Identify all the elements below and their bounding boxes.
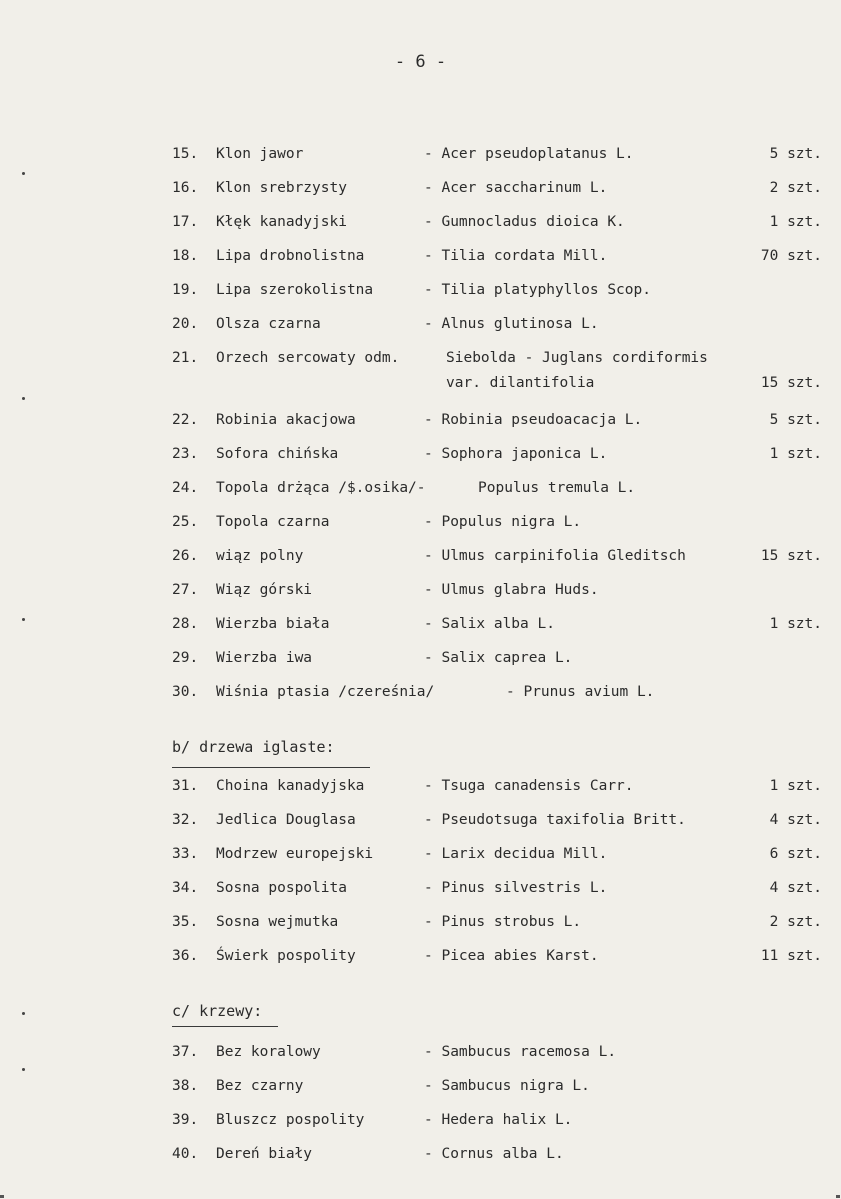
item-latin-name: - Ulmus carpinifolia Gleditsch: [424, 548, 686, 564]
item-number: 22.: [172, 412, 199, 428]
item-quantity: 15 szt.: [760, 548, 822, 564]
item-latin-name: - Alnus glutinosa L.: [424, 316, 599, 332]
item-quantity: 1 szt.: [769, 778, 822, 794]
section-underline: [172, 1026, 278, 1027]
item-quantity: 15 szt.: [760, 375, 822, 391]
item-polish-name: Olsza czarna: [216, 316, 321, 332]
item-number: 25.: [172, 514, 199, 530]
item-polish-name: Bez czarny: [216, 1078, 304, 1094]
item-latin-name: - Robinia pseudoacacja L.: [424, 412, 643, 428]
list-item: [172, 1112, 822, 1134]
item-polish-name: Dereń biały: [216, 1146, 313, 1162]
item-latin-name: - Gumnocladus dioica K.: [424, 214, 625, 230]
item-latin-name: - Populus nigra L.: [424, 514, 582, 530]
margin-mark: [22, 172, 25, 175]
item-latin-name: - Acer pseudoplatanus L.: [424, 146, 634, 162]
item-number: 19.: [172, 282, 199, 298]
item-polish-name: Jedlica Douglasa: [216, 812, 356, 828]
item-latin-name: - Tilia platyphyllos Scop.: [424, 282, 651, 298]
item-quantity: 11 szt.: [760, 948, 822, 964]
list-item: [172, 582, 822, 604]
item-polish-name: Topola czarna: [216, 514, 330, 530]
item-latin-name: - Salix alba L.: [424, 616, 555, 632]
item-quantity: 5 szt.: [769, 412, 822, 428]
item-latin-name: - Pinus silvestris L.: [424, 880, 608, 896]
item-quantity: 4 szt.: [769, 812, 822, 828]
item-number: 36.: [172, 948, 199, 964]
item-polish-name: Sosna pospolita: [216, 880, 347, 896]
item-polish-name: Klon srebrzysty: [216, 180, 347, 196]
item-latin-name: - Sambucus nigra L.: [424, 1078, 590, 1094]
list-item: [172, 846, 822, 868]
list-item: [172, 1044, 822, 1066]
item-number: 20.: [172, 316, 199, 332]
item-latin-name: - Tilia cordata Mill.: [424, 248, 608, 264]
list-item: [172, 948, 822, 970]
list-item: [172, 446, 822, 468]
item-latin-name: - Cornus alba L.: [424, 1146, 564, 1162]
item-latin-name: Populus tremula L.: [478, 480, 636, 496]
margin-mark: [22, 1068, 25, 1071]
item-number: 40.: [172, 1146, 199, 1162]
item-quantity: 70 szt.: [760, 248, 822, 264]
item-number: 32.: [172, 812, 199, 828]
item-latin-name: - Sophora japonica L.: [424, 446, 608, 462]
item-polish-name: Świerk pospolity: [216, 948, 356, 964]
item-polish-name: Orzech sercowaty odm.: [216, 350, 400, 366]
item-polish-name: Robinia akacjowa: [216, 412, 356, 428]
item-number: 31.: [172, 778, 199, 794]
item-latin-name: - Sambucus racemosa L.: [424, 1044, 617, 1060]
list-item: [172, 214, 822, 236]
list-item: [172, 650, 822, 672]
item-polish-name: Bluszcz pospolity: [216, 1112, 365, 1128]
item-polish-name: Sofora chińska: [216, 446, 339, 462]
item-latin-name: - Picea abies Karst.: [424, 948, 599, 964]
list-item: [172, 412, 822, 434]
item-latin-name: - Prunus avium L.: [506, 684, 655, 700]
item-number: 35.: [172, 914, 199, 930]
item-quantity: 2 szt.: [769, 914, 822, 930]
item-number: 26.: [172, 548, 199, 564]
item-latin-name: Siebolda - Juglans cordiformis: [446, 350, 708, 366]
item-number: 28.: [172, 616, 199, 632]
list-item: [172, 812, 822, 834]
item-number: 24.: [172, 480, 199, 496]
item-number: 34.: [172, 880, 199, 896]
list-item: [172, 616, 822, 638]
item-quantity: 1 szt.: [769, 616, 822, 632]
item-quantity: 5 szt.: [769, 146, 822, 162]
item-polish-name: wiąz polny: [216, 548, 304, 564]
item-number: 17.: [172, 214, 199, 230]
item-quantity: 1 szt.: [769, 214, 822, 230]
item-latin-name: - Acer saccharinum L.: [424, 180, 608, 196]
list-item: [172, 350, 822, 372]
list-item: [172, 180, 822, 202]
margin-mark: [22, 397, 25, 400]
item-number: 21.: [172, 350, 199, 366]
section-heading-shrubs: c/ krzewy:: [172, 1002, 263, 1020]
item-polish-name: Choina kanadyjska: [216, 778, 365, 794]
list-item: [172, 146, 822, 168]
item-number: 23.: [172, 446, 199, 462]
item-latin-variety: var. dilantifolia: [446, 375, 595, 391]
item-number: 16.: [172, 180, 199, 196]
item-polish-name: Topola drżąca /$.osika/-: [216, 480, 426, 496]
list-item: [172, 316, 822, 338]
item-number: 39.: [172, 1112, 199, 1128]
list-item: [172, 914, 822, 936]
item-polish-name: Modrzew europejski: [216, 846, 374, 862]
item-polish-name: Wierzba iwa: [216, 650, 313, 666]
item-latin-name: - Hedera halix L.: [424, 1112, 573, 1128]
item-number: 15.: [172, 146, 199, 162]
item-polish-name: Kłęk kanadyjski: [216, 214, 347, 230]
item-latin-name: - Salix caprea L.: [424, 650, 573, 666]
item-number: 27.: [172, 582, 199, 598]
item-number: 30.: [172, 684, 199, 700]
item-latin-name: - Pseudotsuga taxifolia Britt.: [424, 812, 686, 828]
item-polish-name: Lipa drobnolistna: [216, 248, 365, 264]
item-number: 29.: [172, 650, 199, 666]
list-item-continuation: [172, 375, 822, 397]
item-quantity: 1 szt.: [769, 446, 822, 462]
list-item: [172, 548, 822, 570]
margin-mark: [0, 1195, 4, 1198]
list-item: [172, 282, 822, 304]
item-polish-name: Sosna wejmutka: [216, 914, 339, 930]
item-quantity: 4 szt.: [769, 880, 822, 896]
section-heading-conifers: b/ drzewa iglaste:: [172, 738, 335, 756]
margin-mark: [22, 618, 25, 621]
item-number: 38.: [172, 1078, 199, 1094]
item-polish-name: Wierzba biała: [216, 616, 330, 632]
list-item: [172, 1146, 822, 1168]
section-underline: [172, 767, 370, 768]
list-item: [172, 684, 822, 706]
list-item: [172, 514, 822, 536]
item-polish-name: Bez koralowy: [216, 1044, 321, 1060]
item-quantity: 2 szt.: [769, 180, 822, 196]
list-item: [172, 880, 822, 902]
list-item: [172, 248, 822, 270]
item-latin-name: - Pinus strobus L.: [424, 914, 582, 930]
list-item: [172, 1078, 822, 1100]
list-item: [172, 480, 822, 502]
margin-mark: [836, 1195, 840, 1198]
item-number: 18.: [172, 248, 199, 264]
item-number: 37.: [172, 1044, 199, 1060]
item-polish-name: Wiąz górski: [216, 582, 313, 598]
list-item: [172, 778, 822, 800]
item-number: 33.: [172, 846, 199, 862]
page-number: - 6 -: [394, 52, 447, 72]
item-latin-name: - Tsuga canadensis Carr.: [424, 778, 634, 794]
item-latin-name: - Larix decidua Mill.: [424, 846, 608, 862]
item-latin-name: - Ulmus glabra Huds.: [424, 582, 599, 598]
item-polish-name: Wiśnia ptasia /czereśnia/: [216, 684, 435, 700]
margin-mark: [22, 1012, 25, 1015]
item-polish-name: Klon jawor: [216, 146, 304, 162]
item-polish-name: Lipa szerokolistna: [216, 282, 374, 298]
item-quantity: 6 szt.: [769, 846, 822, 862]
